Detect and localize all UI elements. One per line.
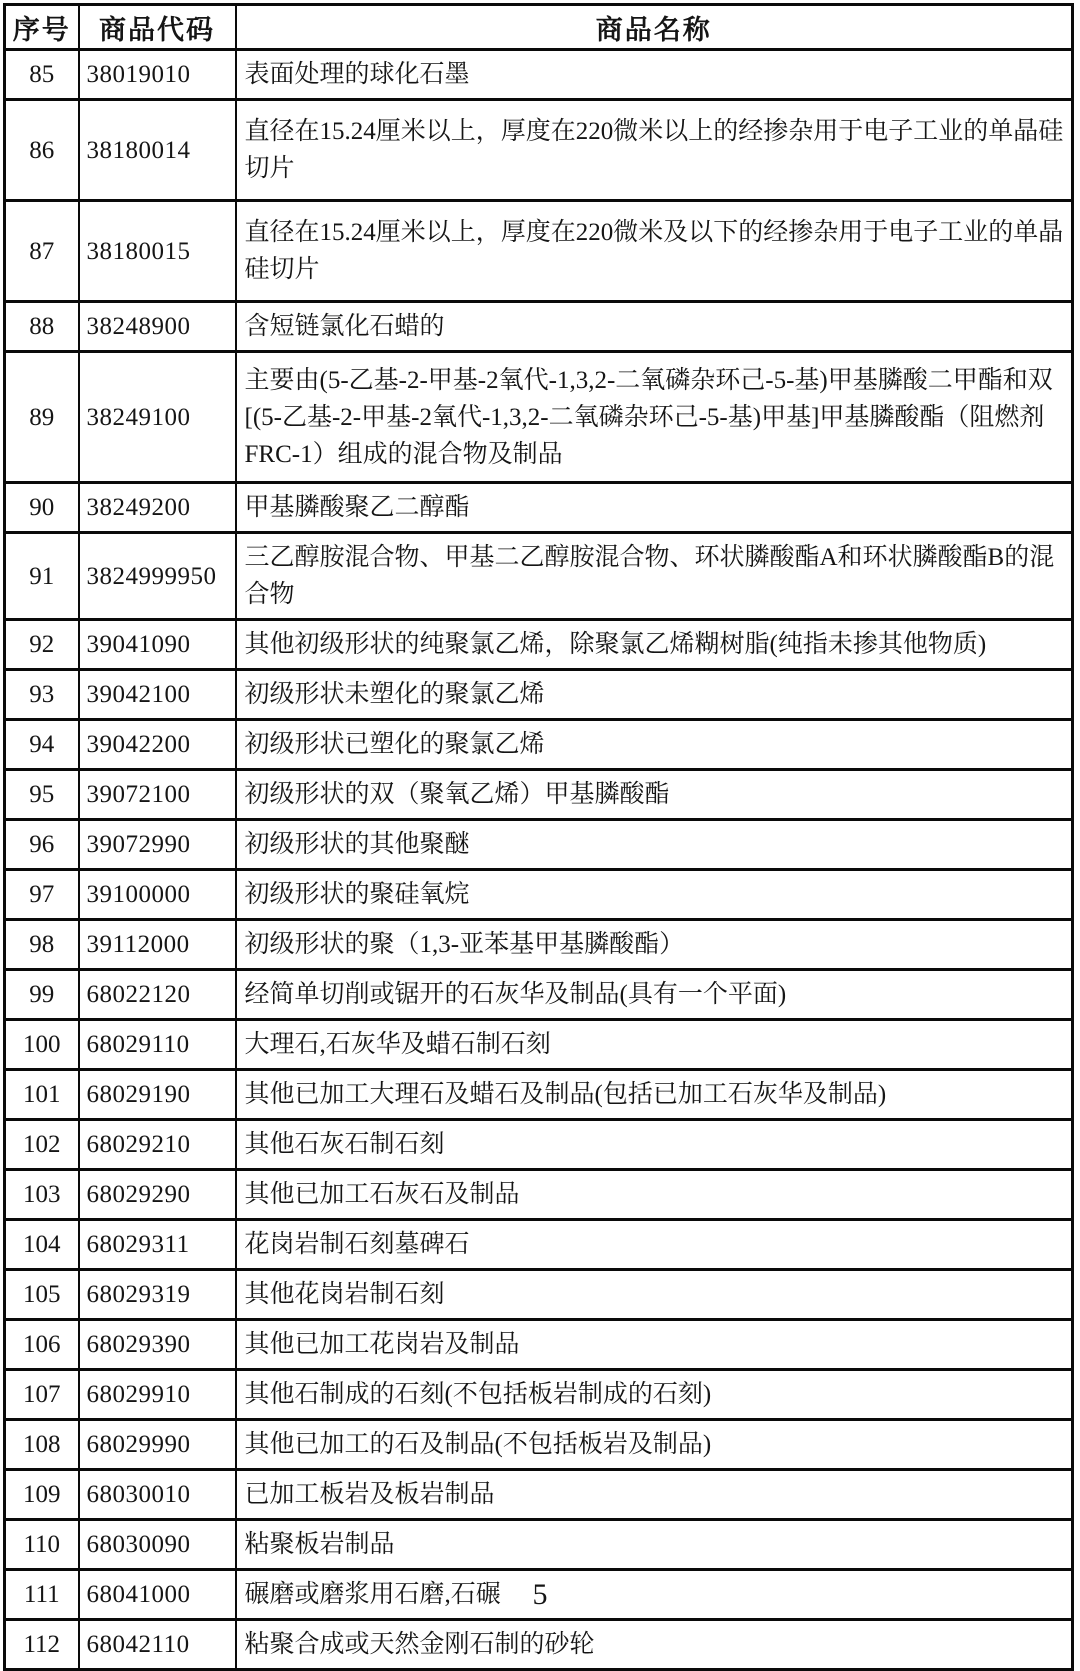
table-row [5, 670, 1073, 720]
serial-number-cell: 95 [5, 770, 79, 820]
commodity-name-cell: 初级形状的聚硅氧烷 [236, 870, 1073, 920]
commodity-code-cell: 38180014 [79, 100, 236, 201]
commodity-code-cell: 68029390 [79, 1320, 236, 1370]
serial-number-cell: 98 [5, 920, 79, 970]
serial-number-cell: 96 [5, 820, 79, 870]
commodity-code-cell: 38249100 [79, 352, 236, 483]
table-row [5, 201, 1073, 302]
table-header-row [5, 5, 1073, 50]
commodity-code-cell: 68029311 [79, 1220, 236, 1270]
serial-number-cell: 108 [5, 1420, 79, 1470]
serial-number-cell: 99 [5, 970, 79, 1020]
serial-number-cell: 85 [5, 50, 79, 100]
commodity-name-cell: 初级形状的其他聚醚 [236, 820, 1073, 870]
commodity-name-cell: 其他已加工的石及制品(不包括板岩及制品) [236, 1420, 1073, 1470]
commodity-name-cell: 其他已加工石灰石及制品 [236, 1170, 1073, 1220]
table-row [5, 1220, 1073, 1270]
table-row [5, 1120, 1073, 1170]
commodity-code-cell: 68030010 [79, 1470, 236, 1520]
serial-number-cell: 103 [5, 1170, 79, 1220]
table-row [5, 483, 1073, 533]
serial-number-cell: 101 [5, 1070, 79, 1120]
serial-number-cell: 92 [5, 620, 79, 670]
commodity-name-cell: 初级形状的聚（1,3-亚苯基甲基膦酸酯） [236, 920, 1073, 970]
serial-number-cell: 105 [5, 1270, 79, 1320]
serial-number-cell: 109 [5, 1470, 79, 1520]
table-row [5, 1170, 1073, 1220]
commodity-name-cell: 甲基膦酸聚乙二醇酯 [236, 483, 1073, 533]
commodity-table [3, 3, 1074, 1671]
commodity-name-cell: 大理石,石灰华及蜡石制石刻 [236, 1020, 1073, 1070]
commodity-name-cell: 含短链氯化石蜡的 [236, 302, 1073, 352]
commodity-code-cell: 68029319 [79, 1270, 236, 1320]
table-row [5, 50, 1073, 100]
serial-number-cell: 87 [5, 201, 79, 302]
commodity-code-cell: 68042110 [79, 1620, 236, 1670]
commodity-name-cell: 其他已加工花岗岩及制品 [236, 1320, 1073, 1370]
commodity-code-cell: 39112000 [79, 920, 236, 970]
commodity-name-cell: 粘聚合成或天然金刚石制的砂轮 [236, 1620, 1073, 1670]
serial-number-cell: 100 [5, 1020, 79, 1070]
serial-number-cell: 112 [5, 1620, 79, 1670]
commodity-code-cell: 68029290 [79, 1170, 236, 1220]
commodity-name-cell: 三乙醇胺混合物、甲基二乙醇胺混合物、环状膦酸酯A和环状膦酸酯B的混合物 [236, 533, 1073, 620]
commodity-name-cell: 已加工板岩及板岩制品 [236, 1470, 1073, 1520]
table-row [5, 302, 1073, 352]
table-row [5, 970, 1073, 1020]
commodity-code-cell: 38249200 [79, 483, 236, 533]
commodity-name-cell: 初级形状未塑化的聚氯乙烯 [236, 670, 1073, 720]
commodity-name-cell: 直径在15.24厘米以上，厚度在220微米及以下的经掺杂用于电子工业的单晶硅切片 [236, 201, 1073, 302]
page-number: 5 [532, 1578, 548, 1611]
commodity-code-cell: 38019010 [79, 50, 236, 100]
serial-number-cell: 97 [5, 870, 79, 920]
table-row [5, 1270, 1073, 1320]
commodity-code-cell: 39072100 [79, 770, 236, 820]
serial-number-cell: 106 [5, 1320, 79, 1370]
commodity-code-cell: 68029210 [79, 1120, 236, 1170]
serial-number-cell: 93 [5, 670, 79, 720]
commodity-name-cell: 主要由(5-乙基-2-甲基-2氧代-1,3,2-二氧磷杂环己-5-基)甲基膦酸二甲酯和双[(5-乙基-2-甲基-2氧代-1,3,2-二氧磷杂环己-5-基)甲基]甲基膦酸酯（阻燃剂 FRC-1）组成的混合物及制品 [236, 352, 1073, 483]
table-body [5, 50, 1073, 1670]
commodity-name-cell: 其他已加工大理石及蜡石及制品(包括已加工石灰华及制品) [236, 1070, 1073, 1120]
table-row [5, 100, 1073, 201]
commodity-code-cell: 39100000 [79, 870, 236, 920]
header-commodity-name: 商品名称 [236, 5, 1073, 50]
commodity-name-cell: 其他初级形状的纯聚氯乙烯，除聚氯乙烯糊树脂(纯指未掺其他物质) [236, 620, 1073, 670]
header-serial-number: 序号 [5, 5, 79, 50]
table-row [5, 870, 1073, 920]
commodity-code-cell: 38248900 [79, 302, 236, 352]
commodity-name-cell: 表面处理的球化石墨 [236, 50, 1073, 100]
table-row [5, 770, 1073, 820]
table-row [5, 533, 1073, 620]
commodity-name-cell: 粘聚板岩制品 [236, 1520, 1073, 1570]
serial-number-cell: 110 [5, 1520, 79, 1570]
commodity-code-cell: 68030090 [79, 1520, 236, 1570]
table-row [5, 620, 1073, 670]
commodity-name-cell: 其他花岗岩制石刻 [236, 1270, 1073, 1320]
commodity-name-cell: 直径在15.24厘米以上，厚度在220微米以上的经掺杂用于电子工业的单晶硅切片 [236, 100, 1073, 201]
serial-number-cell: 104 [5, 1220, 79, 1270]
table-row [5, 1520, 1073, 1570]
table-row [5, 1020, 1073, 1070]
serial-number-cell: 89 [5, 352, 79, 483]
table-row [5, 820, 1073, 870]
serial-number-cell: 88 [5, 302, 79, 352]
commodity-code-cell: 39042200 [79, 720, 236, 770]
commodity-name-cell: 其他石制成的石刻(不包括板岩制成的石刻) [236, 1370, 1073, 1420]
commodity-name-cell: 其他石灰石制石刻 [236, 1120, 1073, 1170]
commodity-code-cell: 38180015 [79, 201, 236, 302]
serial-number-cell: 107 [5, 1370, 79, 1420]
table-row [5, 1620, 1073, 1670]
commodity-code-cell: 68029910 [79, 1370, 236, 1420]
header-commodity-code: 商品代码 [79, 5, 236, 50]
commodity-code-cell: 68022120 [79, 970, 236, 1020]
commodity-code-cell: 68041000 [79, 1570, 236, 1620]
commodity-code-cell: 68029110 [79, 1020, 236, 1070]
commodity-code-cell: 39041090 [79, 620, 236, 670]
commodity-name-cell: 碾磨或磨浆用石磨,石碾 [236, 1570, 1073, 1620]
serial-number-cell: 94 [5, 720, 79, 770]
serial-number-cell: 90 [5, 483, 79, 533]
serial-number-cell: 102 [5, 1120, 79, 1170]
commodity-name-cell: 初级形状的双（聚氧乙烯）甲基膦酸酯 [236, 770, 1073, 820]
table-row [5, 920, 1073, 970]
table-row [5, 1320, 1073, 1370]
table-row [5, 720, 1073, 770]
serial-number-cell: 91 [5, 533, 79, 620]
commodity-code-cell: 39072990 [79, 820, 236, 870]
table-row [5, 1470, 1073, 1520]
table-row [5, 1370, 1073, 1420]
serial-number-cell: 86 [5, 100, 79, 201]
commodity-name-cell: 初级形状已塑化的聚氯乙烯 [236, 720, 1073, 770]
commodity-name-cell: 花岗岩制石刻墓碑石 [236, 1220, 1073, 1270]
commodity-code-cell: 68029990 [79, 1420, 236, 1470]
table-row [5, 1070, 1073, 1120]
table-row [5, 352, 1073, 483]
commodity-code-cell: 68029190 [79, 1070, 236, 1120]
commodity-code-cell: 39042100 [79, 670, 236, 720]
table-row [5, 1420, 1073, 1470]
commodity-code-cell: 3824999950 [79, 533, 236, 620]
serial-number-cell: 111 [5, 1570, 79, 1620]
commodity-name-cell: 经简单切削或锯开的石灰华及制品(具有一个平面) [236, 970, 1073, 1020]
